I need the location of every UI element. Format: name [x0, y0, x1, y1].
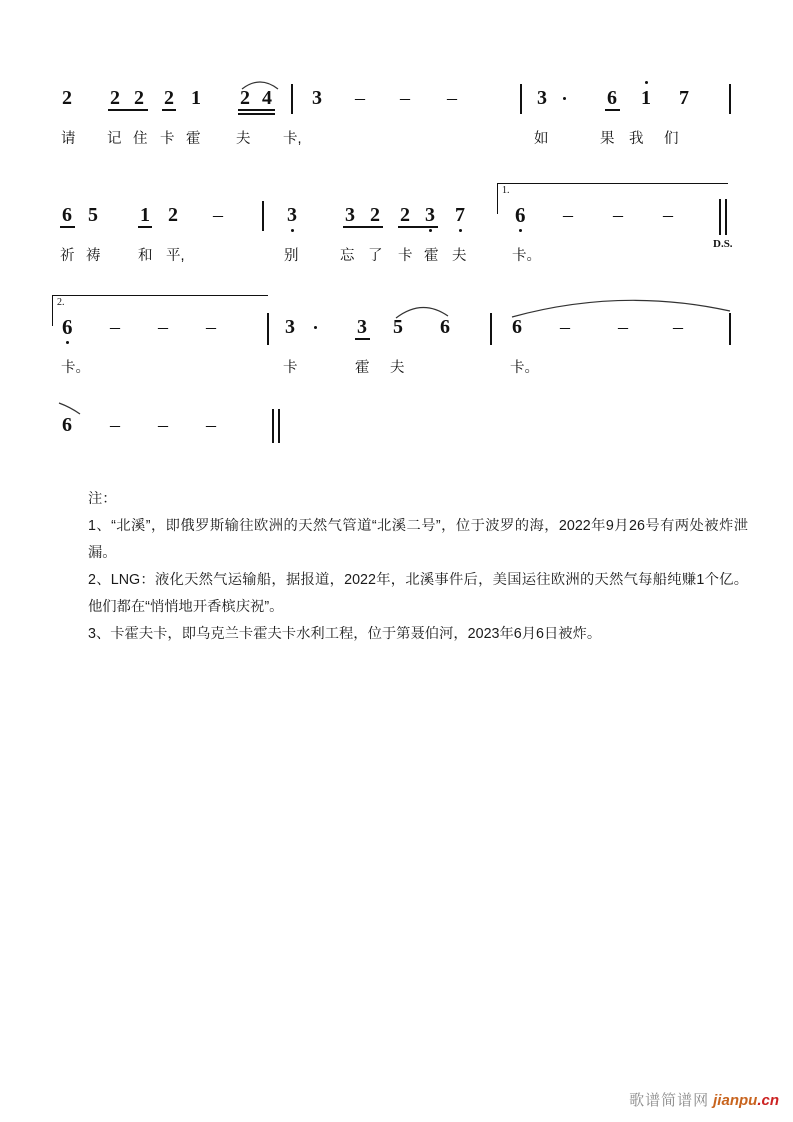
note: 2 — [164, 87, 174, 109]
note: 2 — [240, 87, 250, 109]
note: 1 — [140, 204, 150, 226]
sustain-dash: – — [158, 414, 168, 436]
beam-line — [108, 109, 148, 111]
ds-marking: D.S. — [713, 238, 733, 250]
octave-dot-down — [66, 341, 69, 344]
octave-dot-down — [291, 229, 294, 232]
barline — [520, 84, 522, 114]
double-barline — [719, 199, 731, 235]
sustain-dash: – — [110, 414, 120, 436]
staff-system-3 — [0, 297, 793, 417]
note: 6 — [62, 414, 72, 436]
note: 7 — [455, 204, 465, 226]
lyric: 卡 — [398, 248, 413, 264]
watermark-site-name-cn: 歌谱简谱网 — [629, 1092, 710, 1109]
beam-line — [138, 226, 152, 228]
final-double-barline — [272, 409, 284, 443]
lyric: 夫 — [452, 248, 467, 264]
footnotes-heading: 注： — [88, 491, 117, 507]
barline — [291, 84, 293, 114]
footnote-item: 2、LNG：液化天然气运输船，据报道，2022年，北溪事件后，美国运往欧洲的天然气每船纯赚1个亿。他们都在“悄悄地开香槟庆祝”。 — [88, 572, 748, 615]
footnote-item: 3、卡霍夫卡，即乌克兰卡霍夫卡水利工程，位于第聂伯河，2023年6月6日被炸。 — [88, 626, 602, 642]
sustain-dash: – — [206, 414, 216, 436]
beam-line — [343, 226, 383, 228]
lyric: 别 — [284, 248, 299, 264]
lyric: 卡 — [160, 131, 175, 147]
note: 4 — [262, 87, 272, 109]
augmentation-dot — [314, 326, 317, 329]
lyric: 平, — [166, 248, 185, 264]
note: 2 — [110, 87, 120, 109]
note: 6 — [607, 87, 617, 109]
sustain-dash: – — [110, 316, 120, 338]
note: 6 — [62, 315, 73, 339]
note: 6 — [515, 203, 526, 227]
beam-line — [162, 109, 176, 111]
octave-dot-down — [429, 229, 432, 232]
sustain-dash: – — [663, 204, 673, 226]
lyric: 和 — [138, 248, 153, 264]
note: 2 — [400, 204, 410, 226]
lyric: 夫 — [390, 360, 405, 376]
note: 7 — [679, 87, 689, 109]
barline — [262, 201, 264, 231]
lyric: 们 — [664, 131, 679, 147]
beam-line — [60, 226, 75, 228]
footnote-item: 1、“北溪”，即俄罗斯输往欧洲的天然气管道“北溪二号”，位于波罗的海，2022年9月26号有两处被炸泄漏。 — [88, 518, 748, 561]
note: 2 — [168, 204, 178, 226]
note: 2 — [370, 204, 380, 226]
note: 3 — [425, 204, 435, 226]
tie-continuation-arc — [58, 401, 82, 415]
sustain-dash: – — [447, 87, 457, 109]
lyric: 卡。 — [510, 360, 539, 376]
lyric: 夫 — [236, 131, 251, 147]
score-area — [0, 0, 793, 470]
footnotes-block — [88, 486, 748, 648]
note: 6 — [62, 204, 72, 226]
watermark-site-tld: .cn — [757, 1092, 779, 1109]
slur-arc — [240, 76, 280, 90]
sustain-dash: – — [618, 316, 628, 338]
beam-line — [355, 338, 370, 340]
lyric: 卡。 — [61, 360, 90, 376]
lyric: 记 — [107, 131, 122, 147]
note: 3 — [287, 204, 297, 226]
note: 6 — [440, 316, 450, 338]
augmentation-dot — [563, 97, 566, 100]
lyric: 如 — [534, 131, 549, 147]
sustain-dash: – — [563, 204, 573, 226]
staff-system-2 — [0, 185, 793, 305]
tie-arc — [510, 293, 732, 319]
note: 1 — [191, 87, 201, 109]
volta-label: 2. — [57, 297, 65, 308]
beam-line — [398, 226, 438, 228]
note: 5 — [393, 316, 403, 338]
octave-dot-down — [519, 229, 522, 232]
lyric: 了 — [368, 248, 383, 264]
lyric: 住 — [133, 131, 148, 147]
note: 3 — [357, 316, 367, 338]
staff-system-1 — [0, 88, 793, 188]
volta-label: 1. — [502, 185, 510, 196]
barline — [729, 84, 731, 114]
lyric: 霍 — [424, 248, 439, 264]
lyric: 卡, — [283, 131, 302, 147]
beam-line — [238, 109, 275, 111]
note: 2 — [134, 87, 144, 109]
lyric: 祈 — [60, 248, 75, 264]
watermark-site-domain: jianpu — [713, 1092, 758, 1109]
lyric: 忘 — [340, 248, 355, 264]
sustain-dash: – — [673, 316, 683, 338]
lyric: 我 — [629, 131, 644, 147]
note: 5 — [88, 204, 98, 226]
barline — [267, 313, 269, 345]
lyric: 祷 — [86, 248, 101, 264]
sustain-dash: – — [560, 316, 570, 338]
sustain-dash: – — [355, 87, 365, 109]
octave-dot-down — [459, 229, 462, 232]
note: 3 — [537, 87, 547, 109]
barline — [490, 313, 492, 345]
lyric: 卡。 — [512, 248, 541, 264]
sustain-dash: – — [400, 87, 410, 109]
barline — [729, 313, 731, 345]
note: 3 — [285, 316, 295, 338]
watermark — [629, 1093, 779, 1108]
lyric: 果 — [600, 131, 615, 147]
sustain-dash: – — [613, 204, 623, 226]
lyric: 霍 — [186, 131, 201, 147]
note: 2 — [62, 87, 72, 109]
sustain-dash: – — [213, 204, 223, 226]
note: 3 — [345, 204, 355, 226]
lyric: 请 — [61, 131, 76, 147]
beam-line — [605, 109, 620, 111]
sustain-dash: – — [158, 316, 168, 338]
beam-line — [238, 113, 275, 115]
note: 6 — [512, 316, 522, 338]
sustain-dash: – — [206, 316, 216, 338]
note: 3 — [312, 87, 322, 109]
octave-dot-up — [645, 81, 648, 84]
lyric: 霍 — [355, 360, 370, 376]
slur-arc — [394, 300, 450, 319]
note: 1 — [641, 87, 651, 109]
lyric: 卡 — [283, 360, 298, 376]
